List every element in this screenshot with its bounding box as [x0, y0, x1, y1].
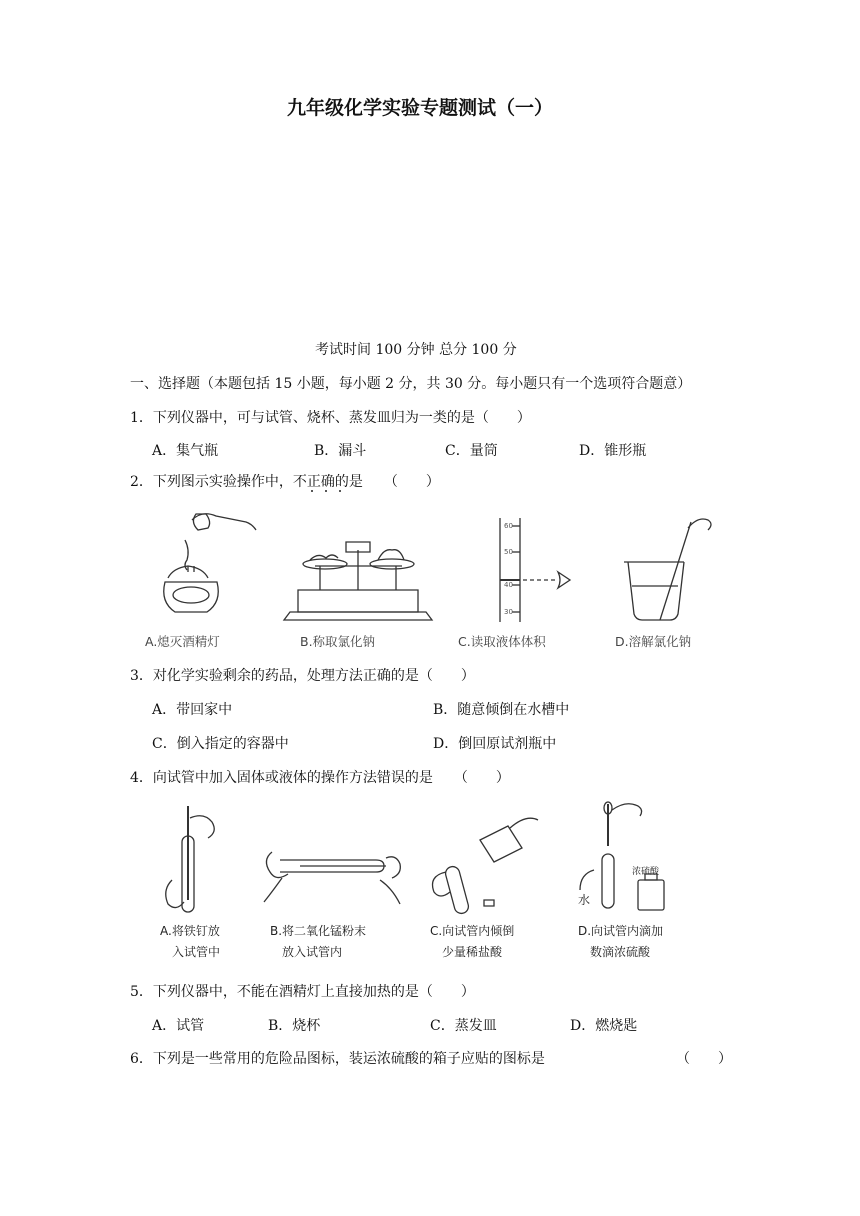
cylinder-tick-label: 60 [504, 522, 513, 530]
page-title: 九年级化学实验专题测试（一） [287, 97, 554, 119]
q2-caption-d: D.溶解氯化钠 [615, 634, 692, 649]
q2-caption-c: C.读取液体体积 [458, 634, 546, 649]
q4-caption-d-line2: 数滴浓硫酸 [590, 945, 651, 959]
q4-caption-a-line1: A.将铁钉放 [160, 924, 220, 938]
label-water: 水 [578, 893, 591, 907]
section-header: 一、选择题（本题包括 15 小题，每小题 2 分，共 30 分。每小题只有一个选项符合题意） [130, 376, 692, 392]
q4-figure [150, 800, 710, 970]
emphasis-dot [339, 490, 341, 492]
q4-caption-c-line1: C.向试管内倾倒 [430, 924, 515, 938]
beaker-illustration [624, 519, 711, 620]
question-3-option-d: D．倒回原试剂瓶中 [433, 736, 557, 752]
question-1-stem: 1．下列仪器中，可与试管、烧杯、蒸发皿归为一类的是（ ） [130, 410, 531, 426]
q4-caption-b-line1: B.将二氧化锰粉末 [270, 924, 367, 938]
cylinder-tick-label: 40 [504, 581, 513, 589]
q4-caption-c-line2: 少量稀盐酸 [442, 945, 503, 959]
question-1-option-c: C．量筒 [445, 443, 498, 459]
question-5-option-d: D．燃烧匙 [570, 1018, 638, 1034]
graduated-cylinder-illustration [500, 518, 570, 622]
question-1-option-d: D．锥形瓶 [579, 443, 647, 459]
q2-caption-a: A.熄灭酒精灯 [145, 634, 220, 649]
question-3-stem: 3．对化学实验剩余的药品，处理方法正确的是（ ） [130, 668, 475, 684]
label-conc-sulfuric-acid: 浓硫酸 [632, 867, 660, 877]
question-1-option-a: A．集气瓶 [152, 443, 219, 459]
balance-illustration [284, 542, 432, 620]
question-3-option-b: B．随意倾倒在水槽中 [433, 702, 570, 718]
question-4-stem: 4．向试管中加入固体或液体的操作方法错误的是 （ ） [130, 770, 510, 786]
test-tube-iron-nail-illustration [166, 806, 215, 912]
q4-caption-d-line1: D.向试管内滴加 [578, 924, 664, 938]
question-3-option-a: A．带回家中 [152, 702, 233, 718]
question-5-stem: 5．下列仪器中，不能在酒精灯上直接加热的是（ ） [130, 984, 475, 1000]
test-tube-dropping-illustration [580, 802, 664, 910]
emphasis-dot [325, 490, 327, 492]
q2-caption-b: B.称取氯化钠 [300, 634, 376, 649]
q2-figure [140, 500, 720, 660]
question-5-option-b: B．烧杯 [268, 1018, 321, 1034]
test-tube-pouring-illustration [433, 818, 539, 915]
question-3-option-c: C．倒入指定的容器中 [152, 736, 289, 752]
q4-caption-b-line2: 放入试管内 [282, 945, 343, 959]
cylinder-tick-label: 50 [504, 548, 513, 556]
test-tube-powder-illustration [264, 852, 400, 904]
question-5-option-c: C．蒸发皿 [430, 1018, 497, 1034]
emphasis-dot [311, 490, 313, 492]
cylinder-tick-label: 30 [504, 608, 513, 616]
question-1-option-b: B．漏斗 [314, 443, 367, 459]
question-2-stem: 2．下列图示实验操作中，不正确的是 （ ） [130, 474, 440, 490]
question-6-paren: （ ） [676, 1051, 732, 1067]
alcohol-lamp-illustration [164, 514, 256, 612]
q4-caption-a-line2: 入试管中 [172, 945, 221, 959]
question-5-option-a: A．试管 [152, 1018, 205, 1034]
exam-info: 考试时间 100 分钟 总分 100 分 [315, 342, 517, 358]
question-6-stem: 6．下列是一些常用的危险品图标，装运浓硫酸的箱子应贴的图标是 [130, 1051, 545, 1067]
